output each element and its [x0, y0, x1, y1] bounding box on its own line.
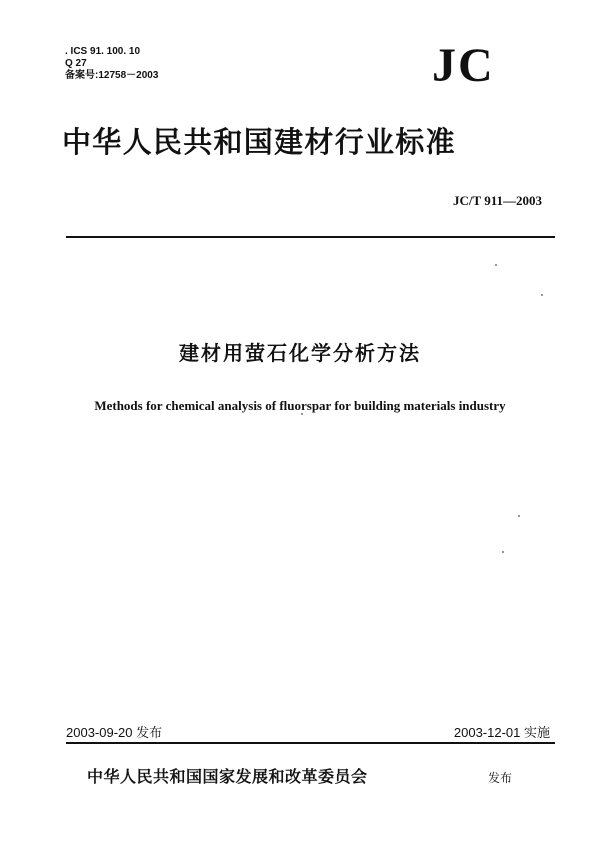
- scan-speck: [301, 413, 303, 415]
- top-divider: [66, 236, 555, 238]
- scan-speck: [502, 551, 504, 553]
- issue-date: 2003-09-20 发布: [66, 725, 163, 740]
- document-title-chinese: 建材用萤石化学分析方法: [179, 341, 421, 365]
- implementation-date: 2003-12-01 实施: [453, 725, 550, 740]
- issue-label: 发布: [488, 771, 513, 785]
- standard-number: JC/T 911—2003: [453, 193, 542, 208]
- record-number: 备案号:12758－2003: [65, 70, 159, 81]
- issuing-authority: 中华人民共和国国家发展和改革委员会: [87, 767, 368, 786]
- ccs-code: Q 27: [65, 58, 87, 69]
- ics-code: . ICS 91. 100. 10: [65, 46, 141, 57]
- scan-speck: [518, 515, 520, 517]
- document-title-english: Methods for chemical analysis of fluorspar for building materials industry: [94, 398, 506, 413]
- scan-speck: [541, 294, 543, 296]
- bottom-divider: [66, 742, 555, 744]
- scan-speck: [495, 264, 497, 266]
- industry-standard-title: 中华人民共和国建材行业标准: [62, 125, 456, 159]
- standard-mark-logo: JC: [432, 39, 495, 92]
